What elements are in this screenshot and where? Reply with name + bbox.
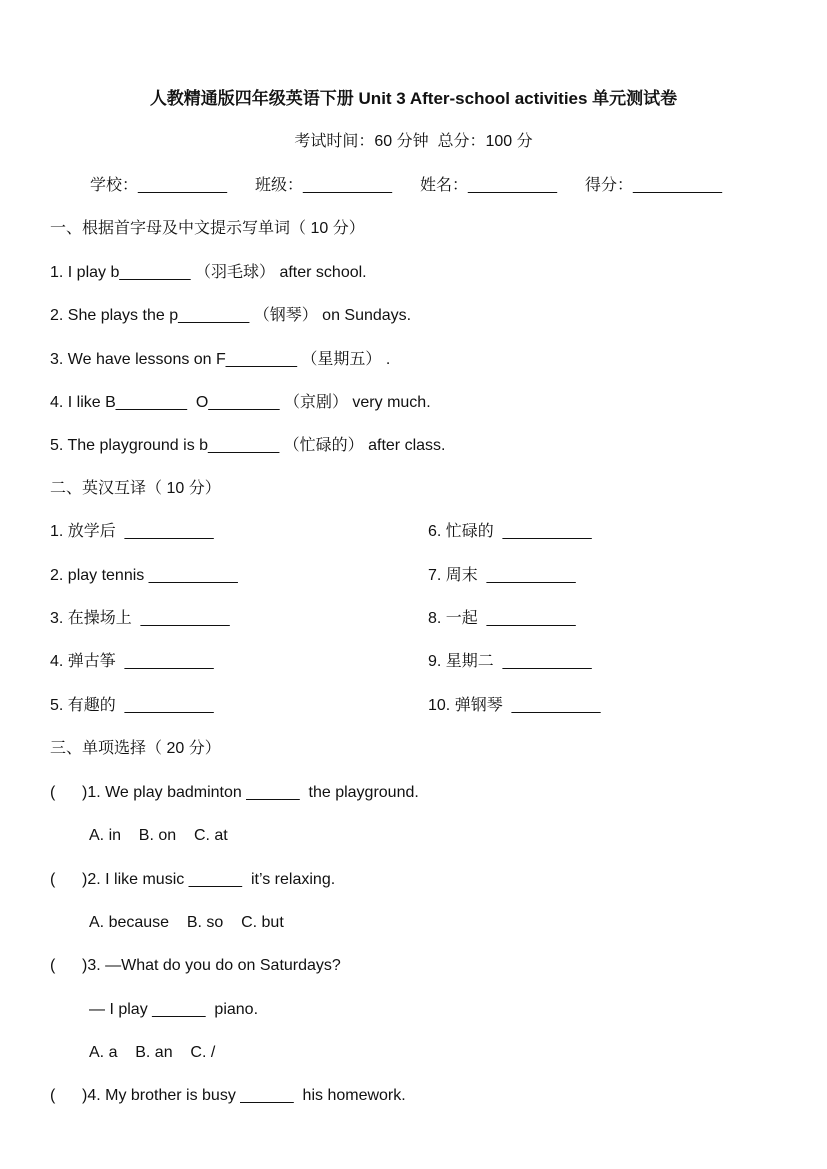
school-field[interactable]: 学校：__________	[90, 177, 227, 194]
section2-item-8[interactable]: 8. 一起 __________	[428, 610, 576, 627]
name-field[interactable]: 姓名：__________	[420, 177, 557, 194]
section2-item-5[interactable]: 5. 有趣的 __________	[50, 697, 214, 714]
section3-question-2[interactable]: ( )2. I like music ______ it’s relaxing.	[50, 871, 336, 888]
section2-item-3[interactable]: 3. 在操场上 __________	[50, 610, 230, 627]
student-info-row	[90, 174, 750, 198]
section3-question-1[interactable]: ( )1. We play badminton ______ the playground.	[50, 784, 419, 801]
section3-q1-options: A. in B. on C. at	[89, 827, 228, 844]
section3-q2-options: A. because B. so C. but	[89, 914, 284, 931]
section3-q3-line2: — I play ______ piano.	[89, 1001, 259, 1018]
section1-item-2[interactable]: 2. She plays the p________ （钢琴） on Sundays.	[50, 307, 412, 324]
section1-item-1[interactable]: 1. I play b________ （羽毛球） after school.	[50, 264, 367, 281]
section2-item-4[interactable]: 4. 弹古筝 __________	[50, 653, 214, 670]
section2-item-9[interactable]: 9. 星期二 __________	[428, 653, 592, 670]
section3-question-4[interactable]: ( )4. My brother is busy ______ his homework.	[50, 1087, 406, 1104]
section1-item-4[interactable]: 4. I like B________ O________ （京剧） very much.	[50, 394, 431, 411]
section2-item-1[interactable]: 1. 放学后 __________	[50, 523, 214, 540]
section1-heading: 一、根据首字母及中文提示写单词（ 10 分）	[50, 220, 365, 237]
section2-item-7[interactable]: 7. 周末 __________	[428, 567, 576, 584]
page-title: 人教精通版四年级英语下册 Unit 3 After-school activities 单元测试卷	[149, 89, 678, 108]
section1-item-5[interactable]: 5. The playground is b________ （忙碌的） after class.	[50, 437, 446, 454]
section2-item-6[interactable]: 6. 忙碌的 __________	[428, 523, 592, 540]
section2-item-2[interactable]: 2. play tennis __________	[50, 567, 238, 584]
exam-meta: 考试时间：60 分钟 总分：100 分	[294, 133, 533, 150]
section3-heading: 三、单项选择（ 20 分）	[50, 740, 221, 757]
section3-question-3[interactable]: ( )3. —What do you do on Saturdays?	[50, 957, 341, 974]
section2-heading: 二、英汉互译（ 10 分）	[50, 480, 221, 497]
section3-q3-options: A. a B. an C. /	[89, 1044, 216, 1061]
section1-item-3[interactable]: 3. We have lessons on F________ （星期五） .	[50, 351, 391, 368]
section2-item-10[interactable]: 10. 弹钢琴 __________	[428, 697, 601, 714]
class-field[interactable]: 班级：__________	[255, 177, 392, 194]
score-field[interactable]: 得分：__________	[585, 177, 722, 194]
